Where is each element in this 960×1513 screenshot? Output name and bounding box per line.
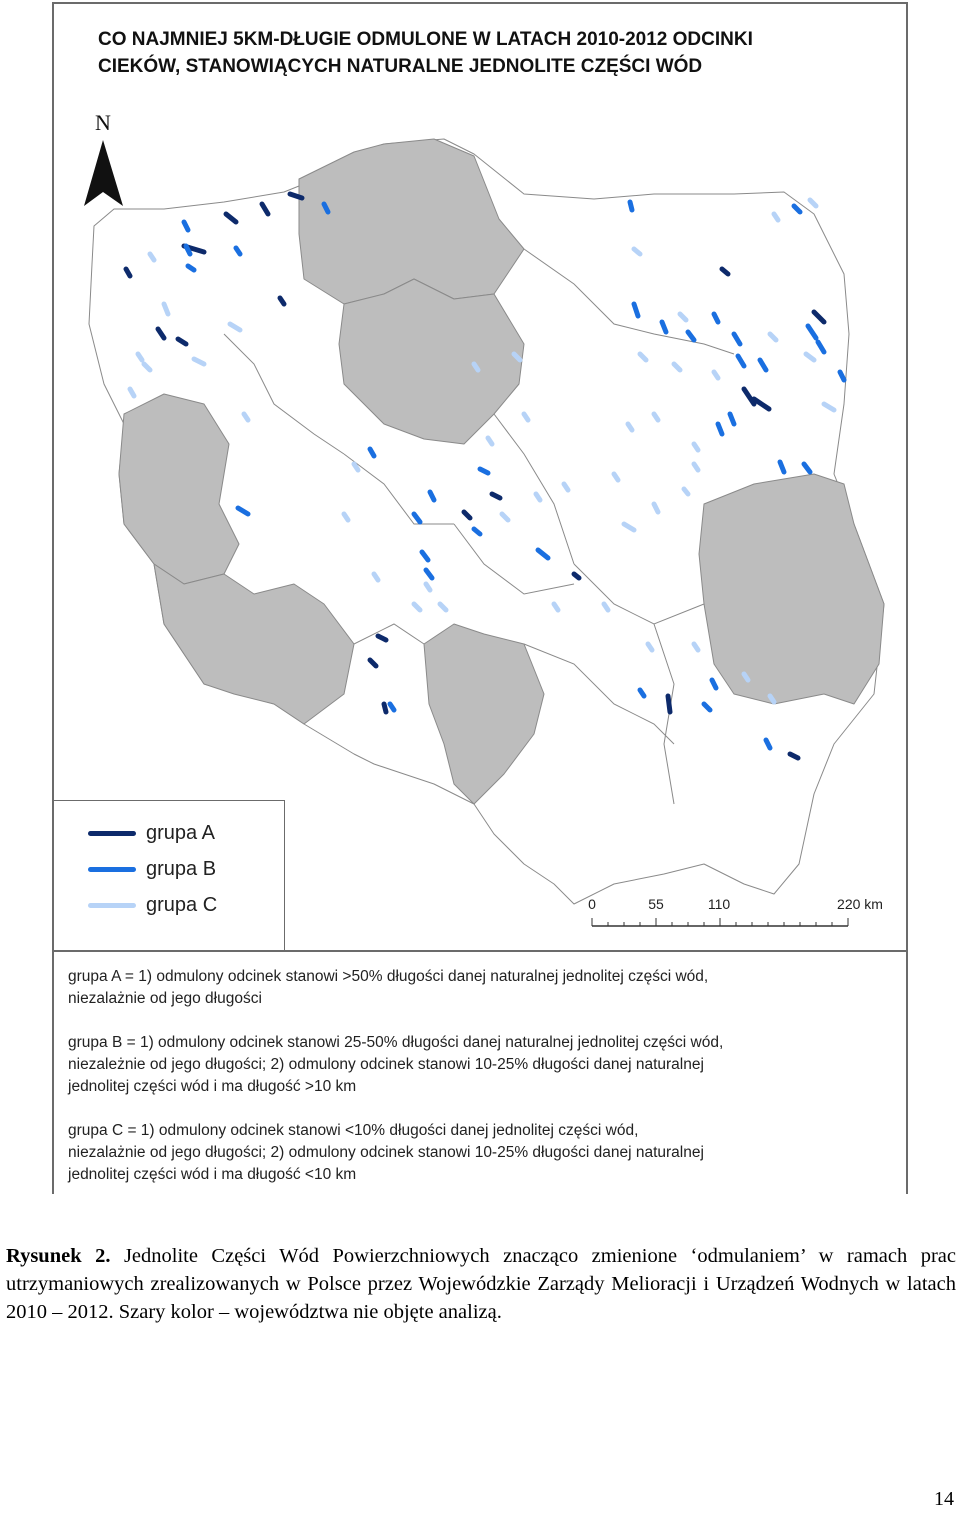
segment-grupa-c [654, 414, 658, 420]
legend-item-grupa-c [88, 893, 217, 917]
group-definitions [54, 950, 906, 1194]
map-title-line2: CIEKÓW, STANOWIĄCYCH NATURALNE JEDNOLITE CZĘŚCI WÓD [98, 56, 703, 77]
caption-text: Jednolite Części Wód Powierzchniowych znacząco zmienione ‘odmulaniem’ w ramach prac utrzymaniowych zrealizowanych w Polsce przez Wojewódzkie Zarządy Melioracji i Urządzeń Wodnych w latach 2010 – 2012. Szary kolor – województwa nie objęte analizą. [6, 1245, 956, 1323]
segment-grupa-c [150, 254, 154, 260]
segment-grupa-c [774, 214, 778, 220]
scale-label-110: 110 [707, 896, 731, 912]
scale-label-220: 220 km [837, 896, 883, 912]
segment-grupa-c [694, 464, 698, 470]
segment-grupa-a [280, 298, 284, 304]
segment-grupa-c [354, 464, 358, 470]
legend-swatch-grupa-b [88, 867, 136, 872]
definition-grupa-a-line2: niezalażnie od jego długości [68, 990, 262, 1007]
legend [54, 800, 285, 952]
segment-grupa-c [628, 424, 632, 430]
definition-grupa-c-line2: niezalażnie od jego długości; 2) odmulony odcinek stanowi 10-25% długości danej naturalnej [68, 1144, 704, 1161]
segment-grupa-c [684, 489, 688, 494]
scale-label-55: 55 [648, 896, 664, 912]
segment-grupa-c [138, 354, 142, 360]
segment-grupa-c [744, 674, 748, 680]
definition-grupa-a-line1: grupa A = 1) odmulony odcinek stanowi >50% długości danej naturalnej jednolitej części wód, [68, 968, 709, 985]
segment-grupa-c [648, 644, 652, 650]
north-arrow-icon [84, 110, 123, 206]
definition-grupa-a [68, 966, 888, 1010]
legend-swatch-grupa-a [88, 831, 136, 836]
segment-grupa-c [604, 604, 608, 610]
legend-item-grupa-b [88, 857, 216, 881]
segment-grupa-a [384, 704, 386, 712]
caption-label: Rysunek 2. [6, 1245, 111, 1267]
voivodeship-pomorskie [299, 139, 524, 304]
segment-grupa-b [630, 202, 632, 210]
segment-grupa-b [390, 704, 394, 710]
definition-grupa-b-line3: jednolitej części wód i ma długość >10 km [68, 1078, 357, 1095]
voivodeship-lubelskie [699, 474, 884, 704]
segment-grupa-c [488, 438, 492, 444]
legend-label-grupa-a: grupa A [146, 821, 215, 844]
scale-label-0: 0 [588, 896, 596, 912]
segment-grupa-c [554, 604, 558, 610]
segment-grupa-c [564, 484, 568, 490]
segment-grupa-b [640, 690, 644, 696]
map-title [98, 26, 888, 80]
map-figure [52, 2, 908, 1194]
segment-grupa-b [370, 449, 374, 456]
segment-grupa-c [130, 389, 134, 396]
definition-grupa-b-line1: grupa B = 1) odmulony odcinek stanowi 25-50% długości danej naturalnej jednolitej części wód, [68, 1034, 724, 1051]
definition-grupa-b-line2: niezależnie od jego długości; 2) odmulony odcinek stanowi 10-25% długości danej naturalnej [68, 1056, 704, 1073]
segment-grupa-c [426, 584, 430, 590]
segment-grupa-a [126, 269, 130, 276]
segment-grupa-c [244, 414, 248, 420]
definition-grupa-c-line1: grupa C = 1) odmulony odcinek stanowi <10% długości danej jednolitej części wód, [68, 1122, 639, 1139]
legend-swatch-grupa-c [88, 903, 136, 908]
segment-grupa-c [344, 514, 348, 520]
segment-grupa-a [668, 696, 670, 712]
segment-grupa-c [714, 372, 718, 378]
segment-grupa-c [474, 364, 478, 370]
segment-grupa-b [236, 248, 240, 254]
legend-label-grupa-c: grupa C [146, 893, 218, 916]
segment-grupa-c [694, 444, 698, 450]
legend-item-grupa-a [88, 821, 215, 845]
definition-grupa-c-line3: jednolitej części wód i ma długość <10 km [68, 1166, 357, 1183]
page-number: 14 [934, 1488, 954, 1510]
definition-grupa-b [68, 1032, 888, 1098]
segment-grupa-c [536, 494, 540, 500]
scale-bar [584, 896, 894, 936]
segment-grupa-c [694, 644, 698, 650]
voivodeship-boundaries [89, 139, 884, 904]
scale-bar-ruler [584, 896, 894, 936]
definition-grupa-c [68, 1120, 888, 1186]
segment-grupa-c [614, 474, 618, 480]
segment-grupa-c [374, 574, 378, 580]
figure-caption [6, 1242, 956, 1326]
segment-grupa-b [188, 266, 194, 270]
north-label: N [95, 110, 111, 135]
map-title-line1: CO NAJMNIEJ 5KM-DŁUGIE ODMULONE W LATACH 2010-2012 ODCINKI [98, 29, 753, 50]
segment-grupa-a [574, 574, 579, 578]
segment-grupa-c [524, 414, 528, 420]
legend-label-grupa-b: grupa B [146, 857, 217, 880]
segment-grupa-c [810, 200, 816, 206]
segment-grupa-c [770, 696, 774, 702]
